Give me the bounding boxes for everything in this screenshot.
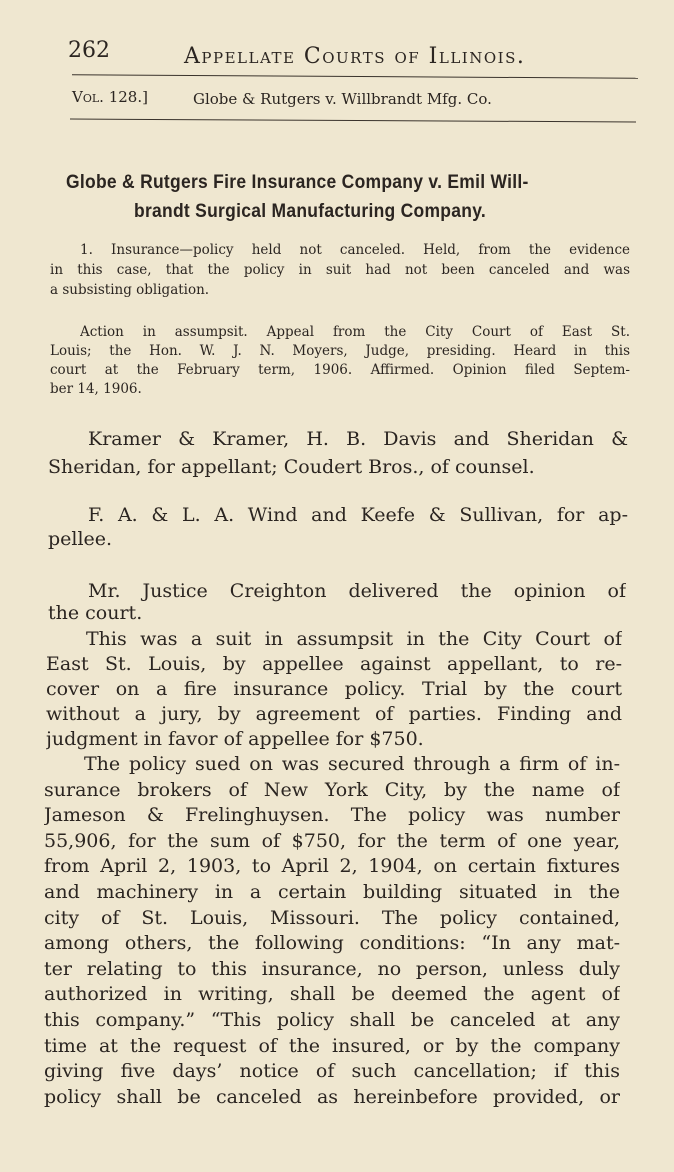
opinion-p1-line: East St. Louis, by appellee against appellant, to re- bbox=[46, 653, 622, 675]
opinion-p2-line: surance brokers of New York City, by the name of bbox=[44, 778, 620, 801]
opinion-p2-line: policy shall be canceled as hereinbefore provided, or bbox=[44, 1085, 620, 1108]
headnote-line: 1. Insurance—policy held not canceled. Held, from the evidence bbox=[80, 242, 630, 258]
opinion-intro-line: Mr. Justice Creighton delivered the opinion of bbox=[88, 580, 626, 602]
opinion-p2-line: ter relating to this insurance, no person, unless duly bbox=[44, 957, 620, 980]
page-number: 262 bbox=[68, 38, 110, 63]
opinion-p2-line: from April 2, 1903, to April 2, 1904, on certain fixtures bbox=[44, 855, 620, 878]
headnote-line: in this case, that the policy in suit had not been canceled and was bbox=[50, 262, 630, 278]
header-rule-top bbox=[72, 74, 638, 78]
case-title-line-1: Globe & Rutgers Fire Insurance Company v. Emil Will- bbox=[66, 172, 529, 193]
statement-line: court at the February term, 1906. Affirmed. Opinion filed Septem- bbox=[50, 362, 630, 378]
running-head: Appellate Courts of Illinois. bbox=[184, 44, 526, 69]
volume-label: Vol. 128.] bbox=[72, 88, 148, 106]
opinion-p2-line: giving five days’ notice of such cancellation; if this bbox=[44, 1060, 620, 1083]
opinion-p2-line: city of St. Louis, Missouri. The policy contained, bbox=[44, 906, 620, 929]
header-rule-bottom bbox=[70, 119, 636, 123]
opinion-p2-line: among others, the following conditions: “In any mat- bbox=[44, 932, 620, 955]
appellee-counsel-line: F. A. & L. A. Wind and Keefe & Sullivan, for ap- bbox=[88, 504, 628, 526]
opinion-p1-line: cover on a fire insurance policy. Trial by the court bbox=[46, 678, 622, 700]
opinion-p1-line: This was a suit in assumpsit in the City Court of bbox=[86, 628, 622, 650]
case-title-line-2: brandt Surgical Manufacturing Company. bbox=[134, 201, 487, 222]
opinion-p2-line: authorized in writing, shall be deemed the agent of bbox=[44, 983, 620, 1006]
opinion-p2-line: this company.” “This policy shall be canceled at any bbox=[44, 1009, 620, 1031]
appellant-counsel-line: Kramer & Kramer, H. B. Davis and Sheridan & bbox=[88, 428, 628, 450]
appellant-counsel-line: Sheridan, for appellant; Coudert Bros., of counsel. bbox=[48, 456, 535, 478]
opinion-p2-line: The policy sued on was secured through a firm of in- bbox=[84, 753, 620, 775]
short-case-title: Globe & Rutgers v. Willbrandt Mfg. Co. bbox=[193, 90, 492, 108]
opinion-p1-line: judgment in favor of appellee for $750. bbox=[46, 728, 424, 750]
appellee-counsel-line: pellee. bbox=[48, 528, 113, 550]
opinion-p1-line: without a jury, by agreement of parties. Finding and bbox=[46, 703, 622, 725]
statement-line: Action in assumpsit. Appeal from the City Court of East St. bbox=[80, 324, 630, 340]
statement-line: Louis; the Hon. W. J. N. Moyers, Judge, presiding. Heard in this bbox=[50, 343, 630, 359]
opinion-p2-line: and machinery in a certain building situated in the bbox=[44, 881, 620, 903]
opinion-intro-line: the court. bbox=[48, 602, 143, 624]
statement-line: ber 14, 1906. bbox=[50, 381, 142, 397]
opinion-p2-line: 55,906, for the sum of $750, for the term of one year, bbox=[44, 829, 620, 852]
opinion-p2-line: time at the request of the insured, or by the company bbox=[44, 1034, 620, 1057]
headnote-line: a subsisting obligation. bbox=[50, 282, 210, 298]
opinion-p2-line: Jameson & Frelinghuysen. The policy was number bbox=[44, 804, 620, 827]
